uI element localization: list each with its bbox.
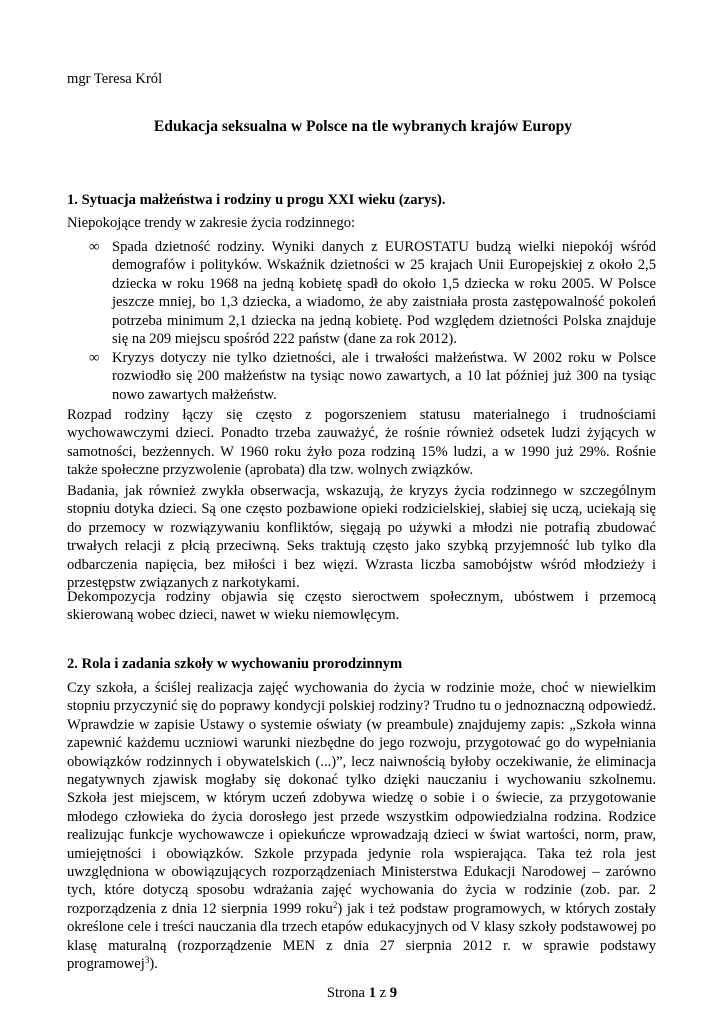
- page-separator: z: [379, 985, 387, 1001]
- footnote-reference[interactable]: 3: [144, 955, 150, 966]
- paragraph-text: Czy szkoła, a ściślej realizacja zajęć wychowania do życia w rodzinie może, choć w niewielkim stopniu przyczynić się do poprawy kondycji polskiej rodziny? Trudno tu o jednoznaczną odpowiedź. Wprawdzie w zapisie Ustawy o systemie oświaty (w preambule) znajdujemy zapis: „Szkoła winna zapewnić każdemu uczniowi warunki niezbędne do jego rozwoju, przygotować go do wypełniania obowiązków rodzinnych i obywatelskich (...)”, lecz naiwnością byłoby oczekiwanie, że eliminacja negatywnych zjawisk mogłaby się dokonać tylko dzięki nauczaniu i wychowaniu szkolnemu. Szkoła jest miejscem, w którym uczeń zdobywa wiedzę o sobie i o świecie, za przygotowanie młodego człowieka do życia dorosłego jest przede wszystkim odpowiedzialna rodzina. Rodzice realizując funkcje wychowawcze i opiekuńcze wprowadzają dzieci w świat wartości, norm, praw, umiejętności i obowiązków. Szkole przypada jedynie rola wspierająca. Taka też rola jest uwzględniona w obowiązujących rozporządzeniach Ministerstwa Edukacji Narodowej – zarówno tych, które dotyczą sposobu wdrażania zajęć wychowania do życia w rodzinie (zob. par. 2 rozporządzenia z dnia 12 sierpnia 1999 roku: [67, 680, 656, 917]
- bullet-item: [67, 238, 656, 348]
- section-2-paragraph: [67, 679, 656, 974]
- infinity-bullet-icon: ∞: [89, 350, 100, 366]
- paragraph-text: ).: [149, 956, 158, 973]
- section-1-paragraph: Dekompozycja rodziny objawia się często sieroctwem społecznym, ubóstwem i przemocą skierowaną wobec dzieci, nawet w wieku niemowlęcym.: [67, 589, 656, 624]
- bullet-item: [67, 349, 656, 404]
- current-page-number: 1: [368, 985, 376, 1001]
- section-1-heading: 1. Sytuacja małżeństwa i rodziny u progu XXI wieku (zarys).: [67, 192, 446, 208]
- total-pages-number: 9: [389, 985, 398, 1001]
- bullet-text: Kryzys dotyczy nie tylko dzietności, ale i trwałości małżeństwa. W 2002 roku w Polsce rozwiodło się 200 małżeństw na tysiąc nowo zawartych, a 10 lat później już 300 na tysiąc nowo zawartych małżeństw.: [112, 350, 656, 403]
- author-name: mgr Teresa Król: [67, 71, 163, 87]
- section-1-paragraph: Rozpad rodziny łączy się często z pogorszeniem statusu materialnego i trudnościami wychowawczymi dzieci. Ponadto trzeba zauważyć, że rośnie również odsetek ludzi żyjących w samotności, bezżennych. W 1960 roku żyło poza rodziną 15% ludzi, a w 1990 już 29%. Rośnie także społeczne przyzwolenie (aprobata) dla tzw. wolnych związków.: [67, 407, 656, 479]
- page-footer: [0, 984, 724, 1002]
- infinity-bullet-icon: ∞: [89, 239, 100, 255]
- paragraph-text: ) jak i też podstaw programowych, w których zostały określone cele i treści nauczania dla trzech etapów edukacyjnych od V klasy szkoły podstawowej po klasę maturalną (rozporządzenie MEN z dnia 27 sierpnia 2012 r. w sprawie podstawy programowej: [67, 900, 656, 973]
- page-label: Strona: [326, 985, 366, 1001]
- footnote-reference[interactable]: 2: [332, 899, 338, 910]
- section-1-bullet-list: [67, 238, 656, 348]
- document-title: Edukacja seksualna w Polsce na tle wybranych krajów Europy: [153, 118, 573, 135]
- section-1-paragraph: Badania, jak również zwykła obserwacja, wskazują, że kryzys życia rodzinnego w szczególnym stopniu dotyka dzieci. Są one często pozbawione opieki rodzicielskiej, słabiej się uczą, uciekają się do przemocy w rozwiązywaniu konfliktów, sięgają po używki a młodzi nie potrafią zbudować trwałych relacji z płcią przeciwną. Seks traktują często jako szybką przyjemność lub tylko dla odbarczenia napięcia, bez miłości i bez więzi. Wzrasta liczba samobójstw wśród młodzieży i przestępstw związanych z narkotykami.: [67, 483, 656, 592]
- section-1-intro: Niepokojące trendy w zakresie życia rodzinnego:: [67, 215, 356, 231]
- section-2-heading: 2. Rola i zadania szkoły w wychowaniu prorodzinnym: [67, 656, 403, 672]
- section-1-bullet-list-2: [67, 349, 656, 404]
- bullet-text: Spada dzietność rodziny. Wyniki danych z EUROSTATU budzą wielki niepokój wśród demografów i polityków. Wskaźnik dzietności w 25 krajach Unii Europejskiej z około 2,5 dziecka w roku 1968 na jedną kobietę spadł do około 1,5 dziecka w roku 2005. W Polsce jeszcze mniej, bo 1,3 dziecka, a wiadomo, że aby zaistniała prosta zastępowalność pokoleń potrzeba minimum 2,1 dziecka na jedną kobietę. Pod względem dzietności Polska znajduje się na 209 miejscu spośród 222 państw (dane za rok 2012).: [112, 239, 656, 348]
